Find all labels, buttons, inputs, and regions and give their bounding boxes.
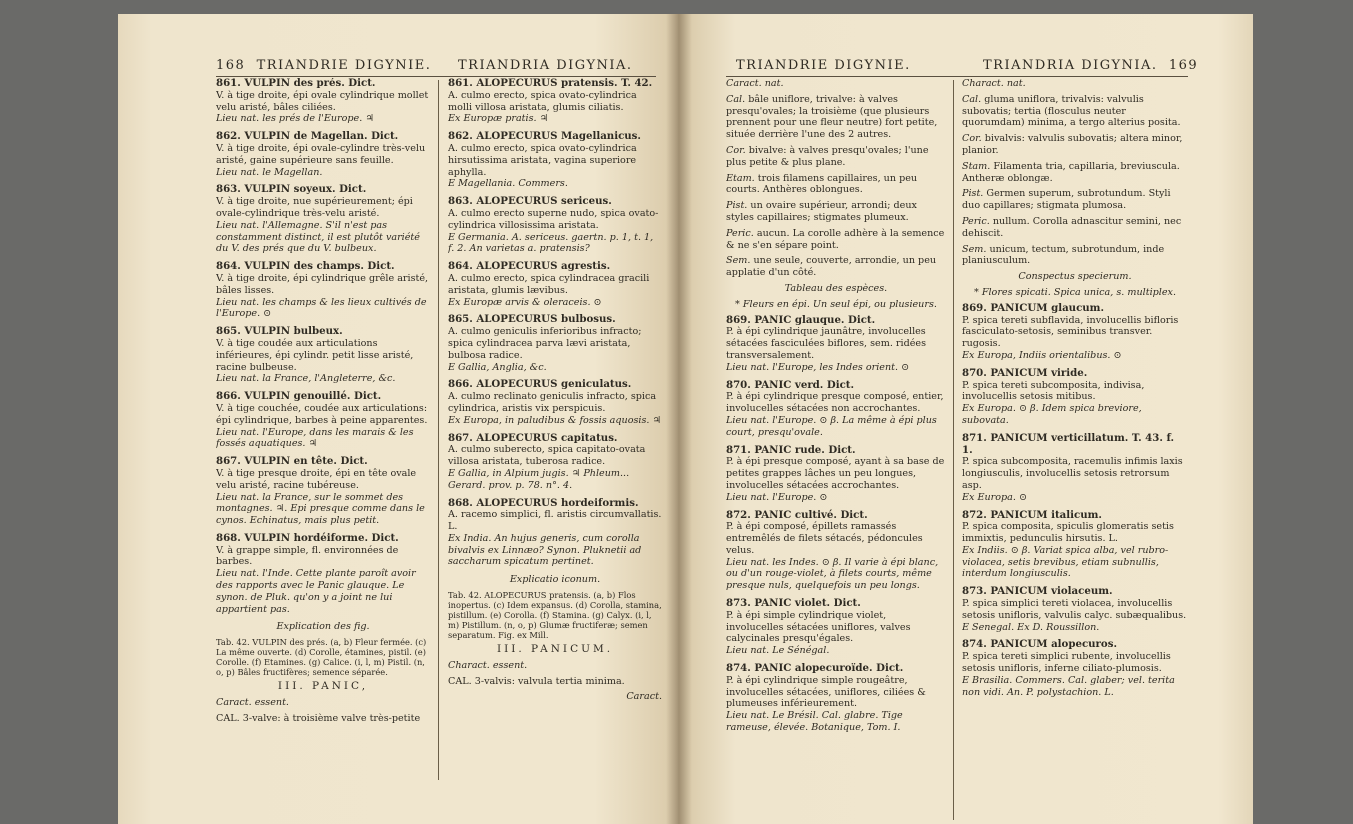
conspectus-subhead: * Flores spicati. Spica unica, s. multiplex. (973, 286, 1176, 298)
entry-description: V. à tige presque droite, épi en tête ovale velu aristé, racine tubéreuse. (216, 467, 417, 491)
entry-locality: Lieu nat. l'Allemagne. S'il n'est pas constamment distinct, il est plutôt variété du V. des prés que du V. bulbeux. (216, 219, 420, 255)
character-text: trois filamens capillaires, un peu courts. Anthères oblongues. (726, 172, 918, 196)
species-entry (216, 326, 430, 385)
entry-locality: Lieu nat. la France, sur le sommet des montagnes. ♃. Epi presque comme dans le cynos. Echinatus, mais plus petit. (216, 491, 425, 527)
characteres-naturales (962, 78, 1188, 267)
species-entry (726, 445, 946, 504)
entry-locality: Lieu nat. Le Brésil. Cal. glabre. Tige rameuse, élevée. Botanique, Tom. I. (726, 710, 903, 734)
species-entry (216, 184, 430, 255)
character-text: un ovaire supérieur, arrondi; deux styles capillaires; stigmates plumeux. (726, 200, 917, 223)
entry-heading: 870. PANIC verd. Dict. (726, 378, 855, 391)
species-entry (448, 498, 662, 569)
explicatio-text: Tab. 42. ALOPECURUS pratensis. (a, b) Flos inopertus. (c) Idem expansus. (d) Corolla, stamina, pistillum. (e) Corolla. (f) Stamina. (g) Calyx. (i, l, m) Pistillum. (n, o, p) Glumæ fructiferæ; semen separatum. Fig. ex Mill. (448, 590, 662, 641)
character-line (726, 228, 946, 252)
cal-line: CAL. 3-valve: à troisième valve très-petite (216, 712, 421, 724)
entry-heading: 865. ALOPECURUS bulbosus. (448, 313, 616, 326)
entry-description: P. à épi simple cylindrique violet, involucelles sétacées uniflores, valves calycinales presqu'égales. (726, 609, 911, 645)
conspectus-title: Conspectus specierum. (1018, 271, 1132, 283)
entry-description: A. culmo erecto, spica ovato-cylindrica molli villosa aristata, glumis ciliatis. (448, 89, 637, 113)
character-text: une seule, couverte, arrondie, un peu applatie d'un côté. (726, 255, 937, 279)
entry-heading: 869. PANIC glauque. Dict. (726, 313, 876, 326)
entry-description: A. culmo erecto, spica ovato-cylindrica hirsutissima aristata, vagina superiore aphylla. (448, 142, 637, 178)
entry-heading: 865. VULPIN bulbeux. (216, 325, 343, 338)
character-line (962, 216, 1188, 240)
entry-locality: Ex Indiis. ⊙ β. Variat spica alba, vel rubro-violacea, setis brevibus, etiam subnullis, interdum longiusculis. (962, 544, 1169, 580)
entry-heading: 873. PANICUM violaceum. (962, 585, 1113, 598)
entry-heading: 866. ALOPECURUS geniculatus. (448, 378, 632, 391)
character-label: Sem. (726, 255, 751, 267)
page-number: 168 (216, 58, 246, 73)
entry-locality: Lieu nat. l'Inde. Cette plante paroît avoir des rapports avec le Panic glauque. Le synon. de Pluk. qu'on y a joint ne lui appartient pas. (216, 568, 416, 615)
species-entry (726, 598, 946, 657)
caract-label: Caract. essent. (216, 697, 289, 709)
entry-description: V. à tige droite, épi cylindrique grêle aristé, bâles lisses. (216, 272, 429, 296)
species-entry (962, 510, 1188, 581)
species-entry (726, 380, 946, 439)
species-entry (448, 261, 662, 308)
entry-description: P. à épi cylindrique simple rougeâtre, involucelles sétacées, uniflores, ciliées & plumeuses inférieurement. (726, 674, 926, 710)
character-line (726, 78, 946, 90)
entry-description: V. à tige couchée, coudée aux articulations: épi cylindrique, barbes à peine apparentes. (216, 402, 428, 426)
character-line (726, 145, 946, 169)
species-entry (962, 639, 1188, 698)
character-line (726, 200, 946, 224)
entry-locality: Lieu nat. l'Europe, les Indes orient. ⊙ (726, 361, 910, 373)
character-line (962, 161, 1188, 185)
entry-locality: Ex Europa. ⊙ β. Idem spica breviore, subovata. (962, 403, 1142, 426)
character-text: bâle uniflore, trivalve: à valves presqu'ovales; la troisième (que plusieurs prennent pour une fleur neutre) fort petite, située derrière l'une des 2 autres. (726, 93, 938, 141)
entry-heading: 861. VULPIN des prés. Dict. (216, 78, 376, 89)
entry-description: P. spica composita, spiculis glomeratis setis immixtis, pedunculis hirsutis. L. (962, 521, 1174, 545)
genus-heading: III. PANIC, (277, 680, 369, 693)
character-text: gluma uniflora, trivalvis: valvulis subovatis; tertia (flosculus neuter quorumdam) minima, a tergo alterius posita. (962, 93, 1181, 129)
entry-heading: 862. VULPIN de Magellan. Dict. (216, 130, 399, 143)
entry-heading: 874. PANICUM alopecuros. (962, 638, 1118, 651)
entry-description: P. à épi cylindrique jaunâtre, involucelles sétacées fasciculées biflores, sem. ridées transversalement. (726, 326, 927, 361)
right-french-column (726, 78, 946, 824)
right-page-header-la (983, 58, 1198, 73)
species-entry (726, 663, 946, 734)
entry-locality: Lieu nat. la France, l'Angleterre, &c. (216, 373, 396, 385)
charact-label: Charact. essent. (448, 659, 528, 671)
character-line (726, 173, 946, 197)
character-label: Stam. (962, 160, 991, 172)
genus-heading-latin: III. PANICUM. (496, 643, 614, 656)
species-entry (448, 379, 662, 426)
entry-locality: Lieu nat. les prés de l'Europe. ♃ (216, 113, 374, 125)
entry-description: V. à tige droite, épi ovale cylindrique mollet velu aristé, bâles ciliées. (216, 89, 429, 113)
french-entries (216, 78, 430, 615)
species-entry (448, 196, 662, 255)
entry-locality: E Magellania. Commers. (448, 178, 568, 190)
character-text: bivalve: à valves presqu'ovales; l'une plus petite & plus plane. (726, 144, 929, 168)
latin-entries (448, 78, 662, 568)
character-label: Cor. (726, 144, 746, 156)
entry-locality: Lieu nat. l'Europe. ⊙ (726, 491, 828, 503)
species-entry (726, 510, 946, 593)
character-label: Cor. (962, 133, 982, 145)
left-latin-column (448, 78, 662, 818)
page-number-right: 169 (1168, 58, 1199, 73)
entry-description: A. culmo reclinato geniculis infracto, spica cylindrica, aristis vix perspicuis. (448, 391, 657, 414)
entry-description: P. à épi cylindrique presque composé, entier, involucelles sétacées non accrochantes. (726, 391, 944, 415)
entry-heading: 871. PANICUM verticillatum. T. 43. f. 1. (962, 431, 1175, 456)
entry-description: P. spica tereti subcomposita, indivisa, involucellis setosis mitibus. (962, 379, 1145, 403)
entry-heading: 873. PANIC violet. Dict. (726, 597, 861, 610)
entry-description: A. culmo erecto, spica cylindracea gracili aristata, glumis lævibus. (448, 272, 650, 296)
entry-description: V. à tige coudée aux articulations inférieures, épi cylindr. petit lisse aristé, racine bulbeuse. (216, 337, 414, 373)
entry-heading: 864. ALOPECURUS agrestis. (448, 260, 611, 273)
species-entry (962, 433, 1188, 504)
header-rule-right (726, 76, 1188, 77)
tableau-title: Tableau des espèces. (784, 282, 888, 294)
character-line (726, 94, 946, 141)
entry-locality: Lieu nat. le Magellan. (216, 166, 323, 178)
species-entry (216, 78, 430, 125)
entry-locality: Ex Europa, Indiis orientalibus. ⊙ (962, 349, 1122, 361)
character-label: Pist. (962, 188, 984, 200)
character-text: unicum, tectum, subrotundum, inde planiusculum. (962, 243, 1165, 267)
entry-heading: 871. PANIC rude. Dict. (726, 443, 856, 456)
entry-locality: Lieu nat. l'Europe. ⊙ β. La même à épi plus court, presqu'ovale. (726, 414, 937, 438)
entry-description: A. culmo erecto superne nudo, spica ovato-cylindrica villosissima aristata. (448, 207, 659, 231)
species-entry (216, 261, 430, 320)
character-label: Pist. (726, 200, 748, 212)
right-latin-column (962, 78, 1188, 824)
entry-locality: Ex Europæ pratis. ♃ (448, 113, 549, 125)
column-divider (438, 80, 439, 780)
entry-heading: 867. ALOPECURUS capitatus. (448, 431, 618, 444)
entry-locality: E Germania. A. sericeus. gaertn. p. 1, t. 1, f. 2. An varietas a. pratensis? (448, 231, 654, 255)
entry-locality: Lieu nat. Le Sénégal. (726, 645, 830, 657)
entry-description: P. spica simplici tereti violacea, involucellis setosis unifloris, valvulis calyc. subæqualibus. (962, 598, 1187, 621)
entry-heading: 874. PANIC alopecuroïde. Dict. (726, 662, 904, 675)
latin-species-entries (962, 303, 1188, 699)
column-divider-right (953, 80, 954, 820)
character-line (962, 78, 1188, 90)
entry-description: P. à épi presque composé, ayant à sa base de petites grappes lâches un peu longues, involucelles sétacées accrochantes. (726, 456, 945, 491)
entry-locality: E Brasilia. Commers. Cal. glaber; vel. terita non vidi. An. P. polystachion. L. (962, 674, 1175, 698)
explication-title: Explication des fig. (276, 621, 370, 633)
right-page-header-fr: TRIANDRIE DIGYNIE. (736, 58, 911, 73)
caracteres-naturels (726, 78, 946, 279)
entry-description: P. spica subcomposita, racemulis infimis laxis longiusculis, involucellis setosis retrorsum asp. (962, 456, 1183, 491)
character-label: Peric. (962, 215, 990, 227)
entry-locality: Ex Europa. ⊙ (962, 491, 1028, 503)
entry-description: V. à tige droite, nue supérieurement; épi ovale-cylindrique très-velu aristé. (216, 196, 413, 219)
entry-locality: E Senegal. Ex D. Roussillon. (962, 621, 1100, 633)
right-page (678, 14, 1253, 824)
entry-locality: Lieu nat. les champs & les lieux cultivés de l'Europe. ⊙ (216, 296, 427, 320)
species-entry (962, 586, 1188, 633)
left-page-header-la: TRIANDRIA DIGYNIA. (458, 58, 633, 73)
running-head-latin: TRIANDRIA DIGYNIA. (983, 58, 1158, 73)
species-entry (216, 391, 430, 450)
species-entry (216, 456, 430, 527)
character-label: Caract. nat. (726, 78, 784, 89)
entry-locality: Ex Europæ arvis & oleraceis. ⊙ (448, 296, 602, 308)
species-entry (962, 303, 1188, 362)
entry-description: V. à tige droite, épi ovale-cylindre très-velu aristé, gaine supérieure sans feuille. (216, 142, 426, 166)
entry-heading: 864. VULPIN des champs. Dict. (216, 260, 395, 273)
character-line (962, 188, 1188, 212)
french-species-entries (726, 315, 946, 734)
entry-heading: 861. ALOPECURUS pratensis. T. 42. (448, 78, 653, 89)
species-entry (962, 368, 1188, 427)
cal-line-latin: CAL. 3-valvis: valvula tertia minima. (448, 675, 625, 687)
entry-description: P. à épi composé, épillets ramassés entremêlés de filets sétacés, pédoncules velus. (726, 521, 923, 556)
entry-description: A. racemo simplici, fl. aristis circumvallatis. L. (448, 509, 662, 533)
entry-heading: 863. VULPIN soyeux. Dict. (216, 183, 367, 196)
species-entry (448, 131, 662, 190)
character-label: Cal. (726, 93, 746, 105)
header-rule (216, 76, 656, 77)
species-entry (448, 433, 662, 492)
entry-heading: 863. ALOPECURUS sericeus. (448, 195, 612, 208)
entry-description: A. culmo geniculis inferioribus infracto; spica cylindracea parva lævi aristata, bulbosa radice. (448, 326, 642, 361)
character-label: Charact. nat. (962, 78, 1026, 89)
species-entry (448, 78, 662, 125)
entry-locality: Ex India. An hujus generis, cum corolla bivalvis ex Linnæo? Synon. Pluknetii ad saccharum spicatum pertinet. (448, 532, 642, 568)
open-book (118, 14, 1253, 824)
entry-locality: E Gallia, in Alpium jugis. ♃ Phleum... Gerard. prov. p. 78. n°. 4. (448, 467, 630, 491)
left-page-header-fr (216, 58, 431, 73)
explication-text: Tab. 42. VULPIN des prés. (a, b) Fleur fermée. (c) La même ouverte. (d) Corolle, étamines, pistil. (e) Corolle. (f) Etamines. (g) Calice. (i, l, m) Pistil. (n, o, p) Bâles fructifères; semence séparée. (216, 637, 427, 678)
character-label: Cal. (962, 93, 982, 105)
character-label: Etam. (726, 172, 755, 184)
entry-heading: 870. PANICUM viride. (962, 366, 1088, 379)
entry-description: A. culmo suberecto, spica capitato-ovata villosa aristata, tuberosa radice. (448, 444, 646, 468)
left-french-column (216, 78, 430, 818)
explicatio-title: Explicatio iconum. (509, 574, 601, 586)
species-entry (216, 131, 430, 178)
tableau-subhead: * Fleurs en épi. Un seul épi, ou plusieurs. (735, 298, 937, 310)
entry-locality: Lieu nat. l'Europe, dans les marais & les fossés aquatiques. ♃ (216, 426, 414, 450)
entry-heading: 862. ALOPECURUS Magellanicus. (448, 130, 641, 143)
entry-heading: 868. ALOPECURUS hordeiformis. (448, 496, 639, 509)
entry-locality: Lieu nat. les Indes. ⊙ β. Il varie à épi blanc, ou d'un rouge-violet, à filets courts, même presque nuls, quelquefois un peu longs. (726, 556, 939, 592)
character-line (726, 255, 946, 279)
character-text: Germen superum, subrotundum. Styli duo capillares; stigmata plumosa. (962, 188, 1171, 212)
entry-description: P. spica tereti subflavida, involucellis bifloris fasciculato-setosis, seminibus transver. rugosis. (962, 314, 1179, 350)
running-head: TRIANDRIE DIGYNIE. (256, 58, 432, 73)
entry-heading: 872. PANIC cultivé. Dict. (726, 508, 868, 521)
character-text: bivalvis: valvulis subovatis; altera minor, planior. (962, 133, 1183, 156)
catchword: Caract. (626, 691, 662, 703)
entry-description: P. spica tereti simplici rubente, involucellis setosis unifloris, inferne ciliato-plumosis. (962, 651, 1171, 675)
character-line (962, 244, 1188, 268)
character-text: aucun. La corolle adhère à la semence & ne s'en sépare point. (726, 227, 945, 251)
species-entry (216, 533, 430, 616)
left-page (118, 14, 678, 824)
character-text: nullum. Corolla adnascitur semini, nec dehiscit. (962, 215, 1182, 239)
species-entry (726, 315, 946, 374)
entry-description: V. à grappe simple, fl. environnées de barbes. (216, 544, 399, 568)
entry-locality: Ex Europa, in paludibus & fossis aquosis. ♃ (448, 414, 662, 426)
entry-heading: 866. VULPIN genouillé. Dict. (216, 390, 382, 403)
entry-heading: 872. PANICUM italicum. (962, 508, 1102, 521)
character-line (962, 94, 1188, 129)
entry-heading: 868. VULPIN hordéiforme. Dict. (216, 531, 399, 544)
book-gutter (666, 14, 692, 824)
species-entry (448, 314, 662, 373)
character-text: Filamenta tria, capillaria, breviuscula. Antheræ oblongæ. (962, 160, 1180, 184)
character-label: Peric. (726, 227, 754, 239)
entry-heading: 869. PANICUM glaucum. (962, 301, 1105, 314)
character-line (962, 133, 1188, 157)
entry-locality: E Gallia, Anglia, &c. (448, 361, 547, 373)
entry-heading: 867. VULPIN en tête. Dict. (216, 455, 368, 468)
character-label: Sem. (962, 243, 987, 255)
